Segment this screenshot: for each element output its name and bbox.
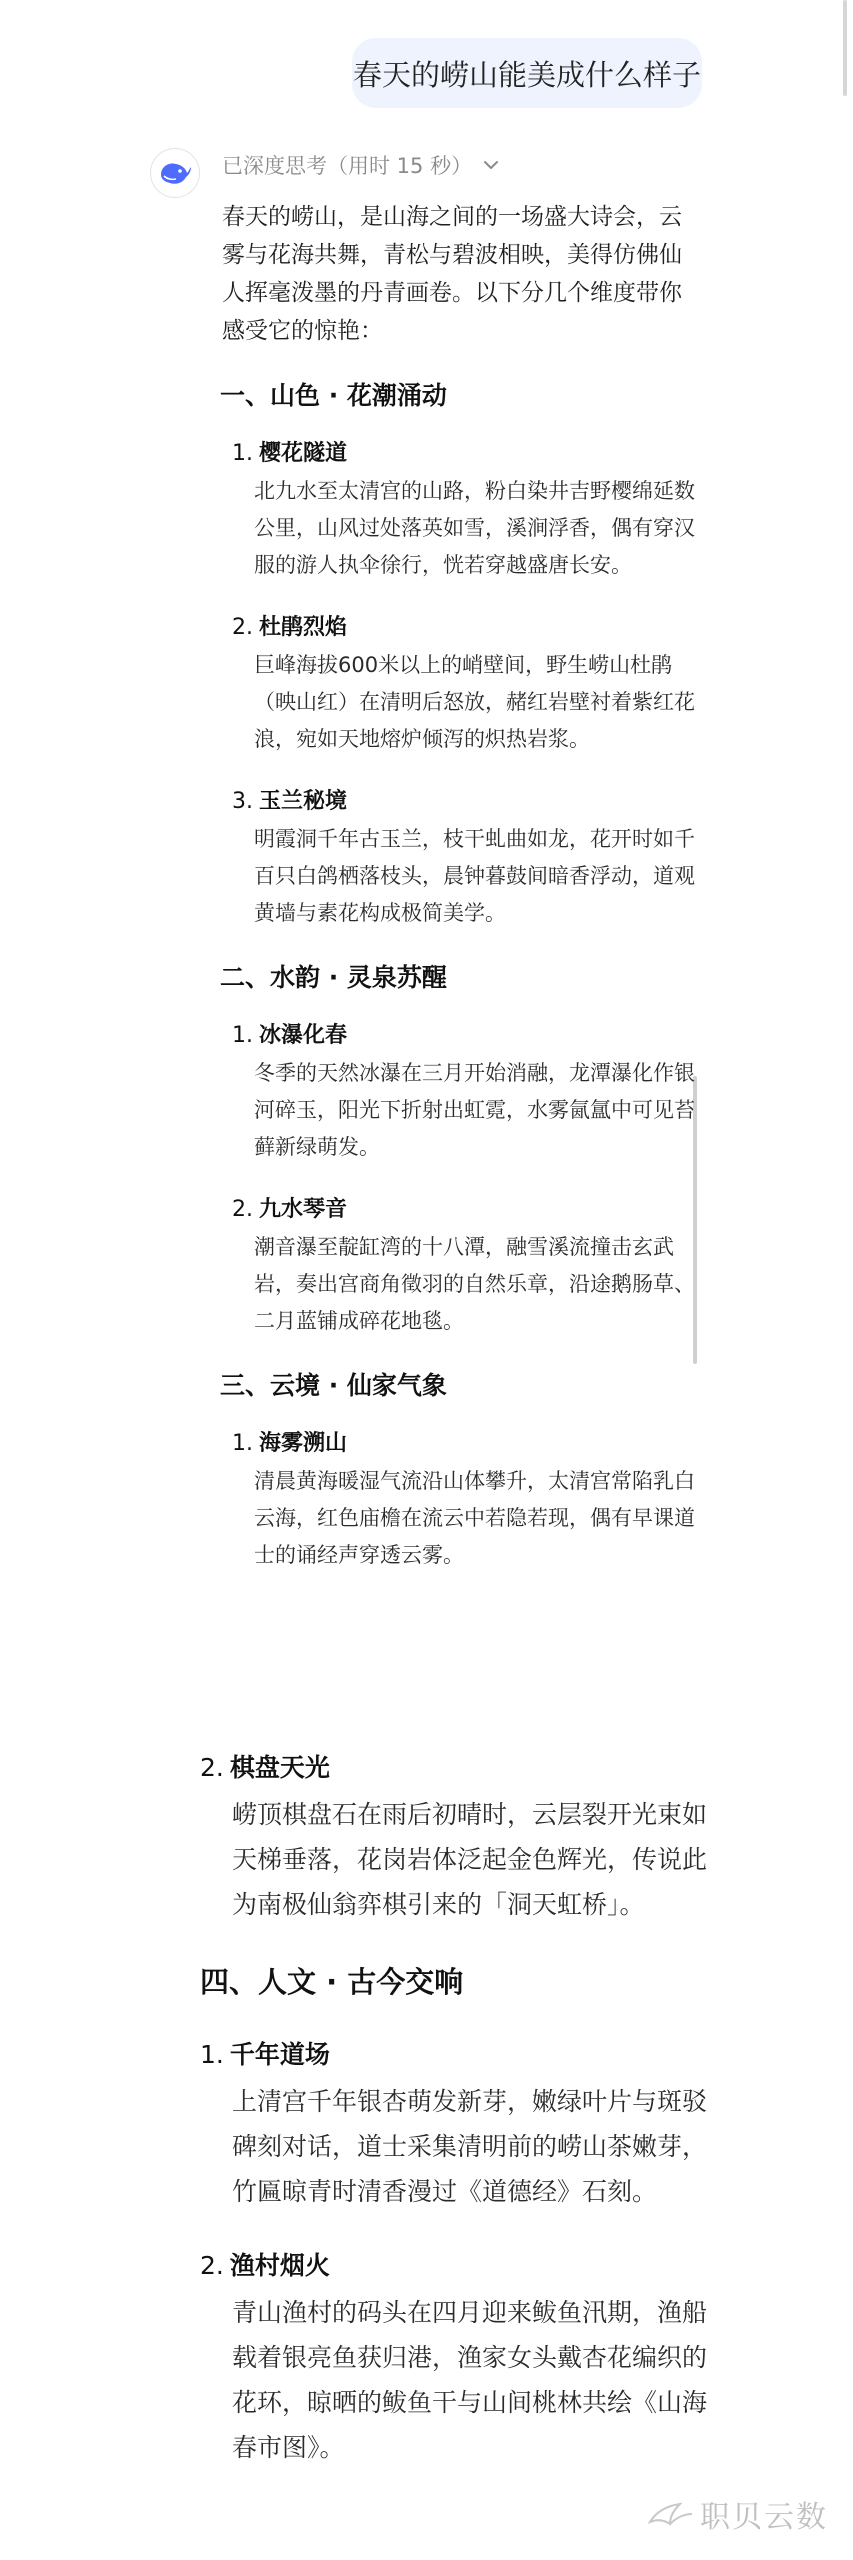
item-number: 1.	[232, 1023, 253, 1048]
watermark	[646, 2492, 828, 2536]
item-number: 2.	[200, 1753, 224, 1782]
section-2	[220, 958, 708, 1340]
watermark-text: 职贝云数	[700, 2500, 828, 2535]
section-title: 三、云境 · 仙家气象	[220, 1371, 447, 1400]
item-title: 杜鹃烈焰	[259, 615, 348, 640]
whale-icon	[158, 158, 192, 188]
item-title: 玉兰秘境	[259, 789, 348, 814]
section-3	[220, 1366, 708, 1574]
section-title: 二、水韵 · 灵泉苏醒	[220, 963, 447, 992]
list-item	[232, 1426, 708, 1574]
answer-intro: 春天的崂山，是山海之间的一场盛大诗会，云雾与花海共舞，青松与碧波相映，美得仿佛仙人挥毫泼墨的丹青画卷。以下分几个维度带你感受它的惊艳：	[222, 204, 682, 344]
thinking-toggle[interactable]	[222, 150, 502, 180]
item-text: 冬季的天然冰瀑在三月开始消融，龙潭瀑化作银河碎玉，阳光下折射出虹霓，水雾氤氲中可见苔藓新绿萌发。	[254, 1061, 695, 1159]
ai-avatar	[150, 148, 200, 198]
section-title: 四、人文 · 古今交响	[200, 1965, 464, 1999]
item-title: 千年道场	[229, 2040, 330, 2069]
item-text: 上清宫千年银杏萌发新芽，嫩绿叶片与斑驳碑刻对话，道士采集清明前的崂山茶嫩芽，竹匾晾青时清香漫过《道德经》石刻。	[232, 2087, 708, 2206]
zoomed-section-3-item	[200, 1748, 720, 1959]
item-number: 1.	[200, 2040, 224, 2069]
item-text: 巨峰海拔600米以上的峭壁间，野生崂山杜鹃（映山红）在清明后怒放，赭红岩壁衬着紫红花浪，宛如天地熔炉倾泻的炽热岩浆。	[254, 653, 695, 751]
item-text: 潮音瀑至靛缸湾的十八潭，融雪溪流撞击玄武岩，奏出宫商角徵羽的自然乐章，沿途鹅肠草、二月蓝铺成碎花地毯。	[254, 1235, 695, 1333]
list-item	[232, 1018, 708, 1166]
item-number: 2.	[200, 2251, 224, 2280]
scrollbar-top[interactable]	[843, 0, 847, 96]
user-message-bubble	[352, 38, 702, 108]
list-item	[232, 1192, 708, 1340]
item-title: 樱花隧道	[259, 441, 348, 466]
list-item	[232, 610, 708, 758]
list-item	[200, 2035, 720, 2214]
item-title: 棋盘天光	[229, 1753, 330, 1782]
user-message-text: 春天的崂山能美成什么样子	[352, 57, 701, 92]
list-item	[200, 1748, 720, 1927]
list-item	[200, 2246, 720, 2470]
chevron-down-icon	[480, 154, 502, 176]
item-title: 九水琴音	[259, 1197, 348, 1222]
item-text: 明霞洞千年古玉兰，枝干虬曲如龙，花开时如千百只白鸽栖落枝头，晨钟暮鼓间暗香浮动，道观黄墙与素花构成极简美学。	[254, 827, 695, 925]
section-1	[220, 376, 708, 932]
list-item	[232, 436, 708, 584]
item-number: 1.	[232, 441, 253, 466]
item-text: 北九水至太清宫的山路，粉白染井吉野樱绵延数公里，山风过处落英如雪，溪涧浮香，偶有穿汉服的游人执伞徐行，恍若穿越盛唐长安。	[254, 479, 695, 577]
item-number: 2.	[232, 615, 253, 640]
item-title: 渔村烟火	[229, 2251, 330, 2280]
item-text: 青山渔村的码头在四月迎来鲅鱼汛期，渔船载着银亮鱼获归港，渔家女头戴杏花编织的花环，晾晒的鲅鱼干与山间桃林共绘《山海春市图》。	[232, 2298, 708, 2462]
item-title: 海雾溯山	[259, 1431, 348, 1456]
item-number: 1.	[232, 1431, 253, 1456]
section-4	[200, 1960, 720, 2502]
answer-body	[208, 198, 708, 1600]
thinking-label: 已深度思考（用时 15 秒）	[222, 154, 473, 178]
item-number: 3.	[232, 789, 253, 814]
item-text: 清晨黄海暖湿气流沿山体攀升，太清宫常陷乳白云海，红色庙檐在流云中若隐若现，偶有早课道士的诵经声穿透云雾。	[254, 1469, 695, 1567]
bird-logo-icon	[646, 2494, 694, 2534]
section-title: 一、山色 · 花潮涌动	[220, 381, 447, 410]
item-text: 崂顶棋盘石在雨后初晴时，云层裂开光束如天梯垂落，花岗岩体泛起金色辉光，传说此为南极仙翁弈棋引来的「洞天虹桥」。	[232, 1800, 708, 1919]
item-title: 冰瀑化春	[259, 1023, 348, 1048]
item-number: 2.	[232, 1197, 253, 1222]
list-item	[232, 784, 708, 932]
